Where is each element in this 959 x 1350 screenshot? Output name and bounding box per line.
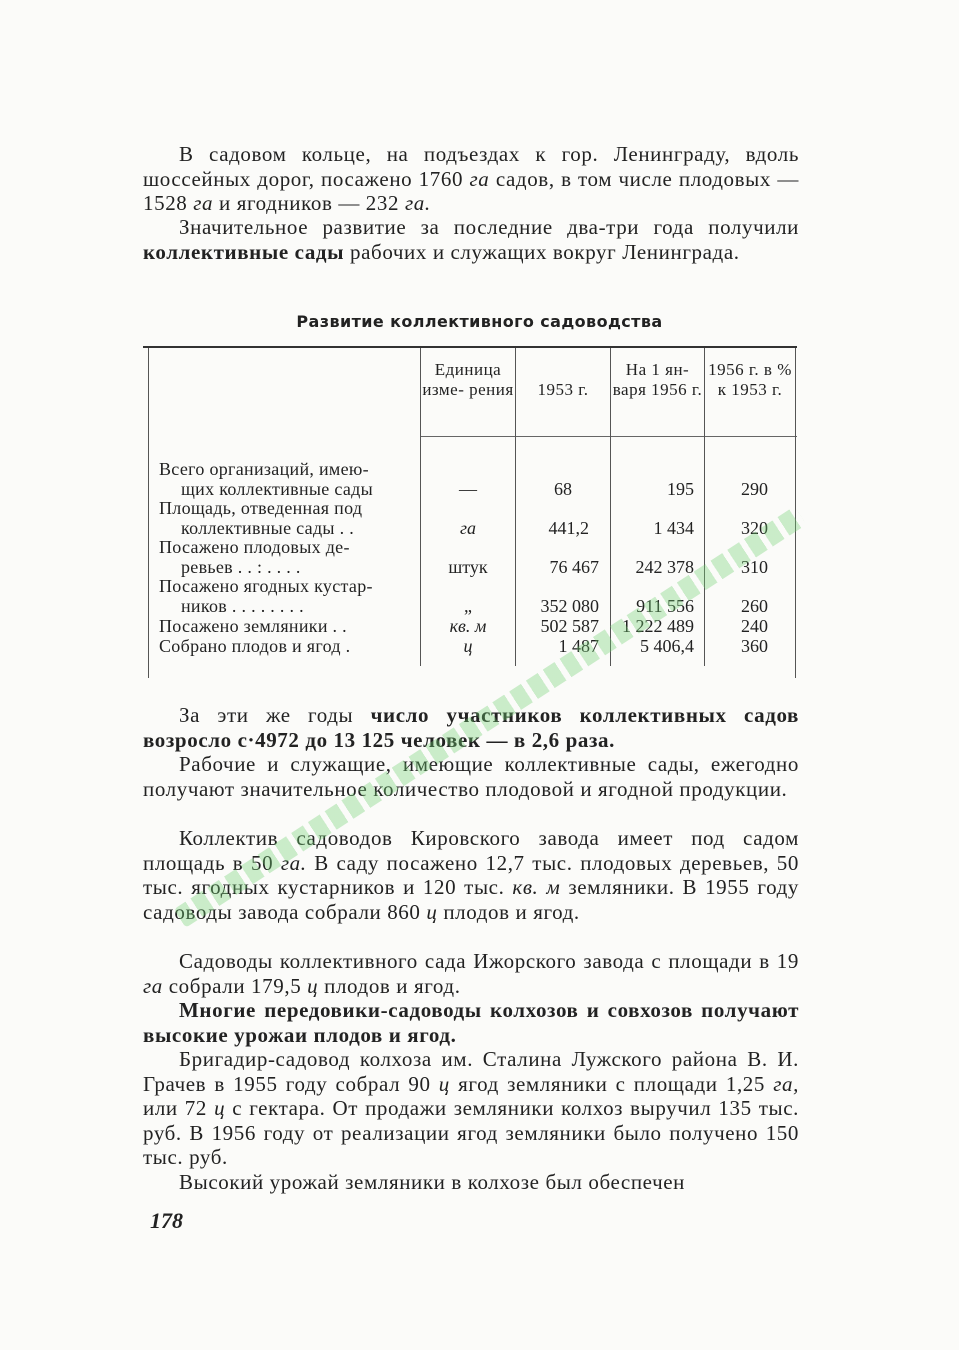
unit-span: га. [404,191,431,216]
text-span: Бригадир-садовод колхоза им. Сталина Лужского района В. И. Грачев в 1955 году собрал 90 [143,1047,799,1096]
table-top-rule [143,346,797,348]
bold-span: коллективные сады [143,239,345,264]
text-span: ягод земляники с площади 1,25 [458,1071,765,1096]
text-span: Значительное развитие за последние два-три года получили [179,215,799,239]
text-span: плодов и ягод. [443,899,580,924]
unit-span: га, [773,1071,799,1096]
row-label-line: ников . . . . . . . . [181,595,304,616]
unit-span: га [193,191,214,216]
text-span: В садовом кольце, на подъездах к гор. Ленинграду, вдоль шоссейных дорог, посажено 1760 [143,142,799,191]
text-span: или 72 [143,1096,208,1121]
cell-1956: 1 222 489 [622,616,694,636]
text-span: В саду посажено 12,7 тыс. плодовых деревьев, 50 тыс. ягодных кустарников и 120 тыс. [143,850,799,900]
cell-1956: 195 [667,479,694,499]
unit-span: га [469,166,490,191]
row-label [159,577,412,616]
header-percent: 1956 г. в % к 1953 г. [708,360,792,399]
paragraph-izhora-plant [143,949,799,998]
row-label-line: ревьев . . : . . . . [181,556,301,577]
cell-percent: 320 [741,518,768,538]
cell-1953: 502 587 [540,616,599,636]
row-label-line: Посажено ягодных кустар- [159,576,373,596]
text-span: собрали 179,5 [168,973,302,998]
text-span: Рабочие и служащие, имеющие коллективные сады, ежегодно получают значительное количество плодовой и ягодной продукции. [143,752,799,801]
table-left-border [148,348,149,678]
cell-percent: 310 [741,557,768,577]
paragraph-collective-gardens [143,215,799,264]
row-label [159,538,412,577]
text-span: с гектара. От продажи земляники колхоз выручил 135 тыс. руб. В 1956 году от реализации ягод земляники было получено 150 тыс. руб. [143,1096,800,1170]
cell-percent: 240 [741,616,768,636]
cell-percent: 290 [741,479,768,499]
header-unit: Единица изме- рения [422,360,514,399]
page-number: 178 [150,1208,183,1233]
text-span: Коллектив садоводов Кировского завода имеет под садом площадь в 50 [143,826,799,875]
row-label-line: Площадь, отведенная под [159,498,363,518]
row-label [159,499,412,538]
row-label-line: Посажено земляники . . [159,616,347,636]
cell-1953: 352 080 [540,596,599,616]
row-label-line: щих коллективные сады [181,478,374,499]
text-span: земляники. В 1955 году садоводы завода собрали 860 [143,875,799,924]
row-label-line: Посажено плодовых де- [159,537,350,557]
unit-span: га. [280,850,307,875]
text-span: и ягодников — 232 [219,191,400,216]
text-span: садов, в том числе плодовых — 1528 [143,166,799,216]
bold-span: число участников коллективных садов возросло с·4972 до 13 125 человек — в 2,6 раза. [143,703,799,752]
row-unit: га [459,518,477,538]
row-label [159,617,412,637]
cell-1953: 76 467 [549,557,599,577]
cell-1956: 5 406,4 [640,636,694,656]
table-header-rule [420,436,797,437]
table-column-divider [610,348,611,666]
text-span: рабочих и служащих вокруг Ленинграда. [350,239,740,264]
paragraph-grachev [143,1047,799,1170]
text-span: Садоводы коллективного сада Ижорского завода с площади в 19 [179,949,799,973]
paragraph-workers-produce [143,752,799,801]
text-span: За эти же годы [179,703,354,727]
paragraph-high-yield: Высокий урожай земляники в колхозе был обеспечен [179,1170,685,1194]
unit-span: ц [307,973,319,998]
row-unit: штук [448,557,488,577]
cell-1953: 1 487 [558,636,599,656]
row-label-line: Собрано плодов и ягод . [159,636,351,656]
row-label-line: коллективные сады . . [181,517,355,538]
row-unit: — [459,479,477,499]
unit-span: ц [426,899,438,924]
cell-percent: 360 [741,636,768,656]
cell-1953: 441,2 [548,518,589,538]
table-column-divider [515,348,516,666]
row-unit: ц [463,636,473,656]
cell-1956: 911 556 [636,596,694,616]
unit-span: кв. м [512,875,561,900]
unit-span: га [143,973,163,998]
paragraph-leaders: Многие передовики-садоводы колхозов и совхозов получают высокие урожаи плодов и ягод. [143,998,799,1047]
cell-1956: 1 434 [653,518,694,538]
unit-span: ц [214,1096,226,1121]
row-label [159,460,412,499]
row-unit: „ [464,596,472,616]
table-title: Развитие коллективного садоводства [296,312,663,331]
row-label-line: Всего организаций, имею- [159,459,369,479]
cell-1956: 242 378 [635,557,694,577]
row-label [159,637,412,657]
header-1953: 1953 г. [537,380,589,399]
row-unit: кв. м [449,616,487,636]
text-span: плодов и ягод. [324,973,461,998]
cell-1953: 68 [554,479,572,499]
cell-percent: 260 [741,596,768,616]
header-jan-1956: На 1 ян- варя 1956 г. [612,360,703,399]
paragraph-garden-ring [143,142,799,216]
unit-span: ц [438,1071,450,1096]
